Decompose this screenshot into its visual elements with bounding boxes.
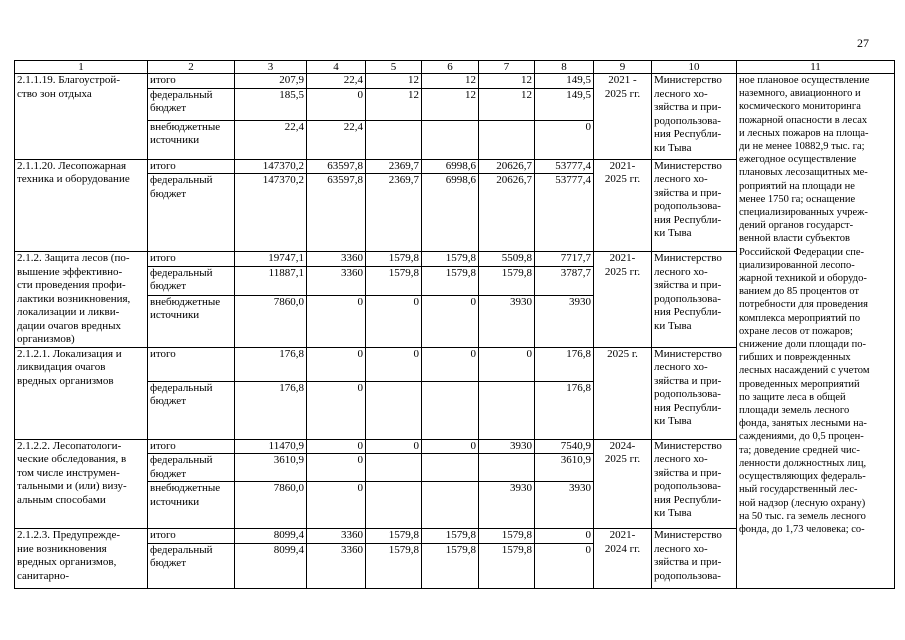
amount-cell: 3610,9 (235, 454, 307, 482)
amount-cell: 8099,4 (235, 543, 307, 588)
amount-cell: 3360 (307, 266, 366, 295)
amount-cell: 1579,8 (366, 543, 422, 588)
amount-cell: 5509,8 (479, 252, 535, 267)
amount-cell: 0 (422, 295, 479, 347)
amount-cell: 63597,8 (307, 159, 366, 174)
amount-cell: 1579,8 (422, 266, 479, 295)
activity-name-cell: 2.1.1.20. Лесопожарная техника и оборудование (15, 159, 148, 252)
amount-cell: 147370,2 (235, 159, 307, 174)
period-cell: 2021- 2025 гг. (594, 252, 652, 348)
amount-cell (422, 482, 479, 529)
amount-cell: 176,8 (535, 381, 594, 439)
funding-source-cell: внебюджетные источники (148, 482, 235, 529)
executor-cell: Министерство лесного хо- зяйства и при- родопользова- ния Республи- ки Тыва (652, 252, 737, 348)
column-header: 9 (594, 61, 652, 74)
funding-source-cell: федеральный бюджет (148, 88, 235, 120)
amount-cell: 3930 (535, 295, 594, 347)
amount-cell: 7860,0 (235, 482, 307, 529)
amount-cell: 3930 (535, 482, 594, 529)
amount-cell: 176,8 (235, 347, 307, 381)
amount-cell: 176,8 (235, 381, 307, 439)
column-number-row (15, 61, 895, 74)
amount-cell: 7860,0 (235, 295, 307, 347)
amount-cell: 1579,8 (479, 529, 535, 544)
funding-source-cell: федеральный бюджет (148, 266, 235, 295)
amount-cell: 176,8 (535, 347, 594, 381)
expected-results-cell: ное плановое осуществление наземного, авиационного и космического мониторинга пожарной опасности в лесах и лесных пожаров на площа- ди не менее 10882,9 тыс. га; ежегодное осуществление плановых лесозащитных ме- роприятий на площади не менее 1750 га; оснащение специализированных учреж- дений органов государст- венной власти субъектов Российской Федерации спе- циализированной лесопо- жарной техникой и оборудо- ванием до 85 процентов от потребности для проведения комплекса мероприятий по охране лесов от пожаров; снижение доли площади по- гибших и поврежденных лесных насаждений с учетом проведенных мероприятий по защите леса в общей площади земель лесного фонда, занятых лесными на- саждениями, до 0,5 процен- та; доведение средней чис- ленности должностных лиц, осуществляющих федераль- ный государственный лес- ной надзор (лесную охрану) на 50 тыс. га земель лесного фонда, до 1,73 человека; со- (737, 74, 895, 589)
amount-cell: 0 (307, 88, 366, 120)
amount-cell (422, 454, 479, 482)
amount-cell (479, 381, 535, 439)
funding-source-cell: итого (148, 347, 235, 381)
amount-cell: 0 (366, 347, 422, 381)
amount-cell: 53777,4 (535, 159, 594, 174)
amount-cell: 149,5 (535, 88, 594, 120)
amount-cell: 11470,9 (235, 439, 307, 454)
amount-cell: 0 (422, 439, 479, 454)
amount-cell: 12 (422, 74, 479, 89)
amount-cell: 7717,7 (535, 252, 594, 267)
amount-cell: 2369,7 (366, 174, 422, 252)
amount-cell: 3360 (307, 252, 366, 267)
amount-cell: 53777,4 (535, 174, 594, 252)
amount-cell (366, 120, 422, 159)
amount-cell: 12 (366, 88, 422, 120)
column-header: 8 (535, 61, 594, 74)
executor-cell: Министерство лесного хо- зяйства и при- родопользова- (652, 529, 737, 589)
amount-cell: 6998,6 (422, 159, 479, 174)
amount-cell: 12 (366, 74, 422, 89)
amount-cell: 1579,8 (366, 266, 422, 295)
funding-source-cell: федеральный бюджет (148, 381, 235, 439)
executor-cell: Министерство лесного хо- зяйства и при- родопользова- ния Республи- ки Тыва (652, 347, 737, 439)
amount-cell: 3787,7 (535, 266, 594, 295)
funding-source-cell: итого (148, 439, 235, 454)
amount-cell: 12 (422, 88, 479, 120)
period-cell: 2021- 2024 гг. (594, 529, 652, 589)
amount-cell: 0 (422, 347, 479, 381)
program-table (14, 60, 895, 589)
funding-source-cell: федеральный бюджет (148, 174, 235, 252)
amount-cell: 0 (307, 347, 366, 381)
amount-cell: 63597,8 (307, 174, 366, 252)
column-header: 4 (307, 61, 366, 74)
amount-cell: 0 (479, 347, 535, 381)
column-header: 11 (737, 61, 895, 74)
amount-cell: 0 (307, 454, 366, 482)
amount-cell: 1579,8 (422, 543, 479, 588)
amount-cell: 3930 (479, 482, 535, 529)
column-header: 3 (235, 61, 307, 74)
amount-cell: 20626,7 (479, 174, 535, 252)
amount-cell (479, 120, 535, 159)
column-header: 6 (422, 61, 479, 74)
amount-cell: 0 (366, 295, 422, 347)
executor-cell: Министерство лесного хо- зяйства и при- родопользова- ния Республи- ки Тыва (652, 439, 737, 529)
table-row (15, 74, 895, 89)
amount-cell: 1579,8 (366, 529, 422, 544)
amount-cell: 6998,6 (422, 174, 479, 252)
amount-cell: 0 (366, 439, 422, 454)
amount-cell: 22,4 (307, 120, 366, 159)
amount-cell: 3930 (479, 439, 535, 454)
amount-cell: 22,4 (235, 120, 307, 159)
column-header: 5 (366, 61, 422, 74)
amount-cell: 1579,8 (422, 529, 479, 544)
activity-name-cell: 2.1.2.1. Локализация и ликвидация очагов вредных организмов (15, 347, 148, 439)
funding-source-cell: итого (148, 74, 235, 89)
executor-cell: Министерство лесного хо- зяйства и при- родопользова- ния Республи- ки Тыва (652, 159, 737, 252)
amount-cell: 3930 (479, 295, 535, 347)
amount-cell: 22,4 (307, 74, 366, 89)
amount-cell: 12 (479, 74, 535, 89)
amount-cell: 0 (307, 482, 366, 529)
amount-cell: 2369,7 (366, 159, 422, 174)
amount-cell (366, 381, 422, 439)
column-header: 2 (148, 61, 235, 74)
amount-cell: 7540,9 (535, 439, 594, 454)
period-cell: 2021 - 2025 гг. (594, 74, 652, 160)
amount-cell: 207,9 (235, 74, 307, 89)
amount-cell: 19747,1 (235, 252, 307, 267)
column-header: 7 (479, 61, 535, 74)
amount-cell: 147370,2 (235, 174, 307, 252)
funding-source-cell: внебюджетные источники (148, 120, 235, 159)
period-cell: 2024- 2025 гг. (594, 439, 652, 529)
amount-cell: 149,5 (535, 74, 594, 89)
amount-cell (366, 454, 422, 482)
amount-cell: 1579,8 (479, 266, 535, 295)
amount-cell: 3610,9 (535, 454, 594, 482)
activity-name-cell: 2.1.2.2. Лесопатологи- ческие обследования, в том числе инструмен- тальными и (или) визу- альным способами (15, 439, 148, 529)
amount-cell (422, 120, 479, 159)
amount-cell: 1579,8 (479, 543, 535, 588)
amount-cell: 3360 (307, 543, 366, 588)
page-number: 27 (857, 36, 869, 50)
amount-cell: 0 (307, 439, 366, 454)
activity-name-cell: 2.1.2. Защита лесов (по- вышение эффективно- сти проведения профи- лактики возникновения, локализации и ликви- дации очагов вредных организмов) (15, 252, 148, 348)
amount-cell: 0 (535, 529, 594, 544)
amount-cell: 0 (307, 295, 366, 347)
column-header: 10 (652, 61, 737, 74)
amount-cell: 0 (307, 381, 366, 439)
activity-name-cell: 2.1.2.3. Предупрежде- ние возникновения вредных организмов, санитарно- (15, 529, 148, 589)
activity-name-cell: 2.1.1.19. Благоустрой- ство зон отдыха (15, 74, 148, 160)
funding-source-cell: итого (148, 159, 235, 174)
amount-cell: 1579,8 (422, 252, 479, 267)
period-cell: 2025 г. (594, 347, 652, 439)
amount-cell (422, 381, 479, 439)
amount-cell: 0 (535, 543, 594, 588)
funding-source-cell: федеральный бюджет (148, 543, 235, 588)
amount-cell: 12 (479, 88, 535, 120)
amount-cell: 20626,7 (479, 159, 535, 174)
amount-cell: 185,5 (235, 88, 307, 120)
amount-cell: 1579,8 (366, 252, 422, 267)
amount-cell: 8099,4 (235, 529, 307, 544)
amount-cell (479, 454, 535, 482)
amount-cell (366, 482, 422, 529)
period-cell: 2021- 2025 гг. (594, 159, 652, 252)
amount-cell: 11887,1 (235, 266, 307, 295)
funding-source-cell: итого (148, 529, 235, 544)
funding-source-cell: итого (148, 252, 235, 267)
executor-cell: Министерство лесного хо- зяйства и при- родопользова- ния Республи- ки Тыва (652, 74, 737, 160)
funding-source-cell: федеральный бюджет (148, 454, 235, 482)
funding-source-cell: внебюджетные источники (148, 295, 235, 347)
amount-cell: 3360 (307, 529, 366, 544)
amount-cell: 0 (535, 120, 594, 159)
column-header: 1 (15, 61, 148, 74)
